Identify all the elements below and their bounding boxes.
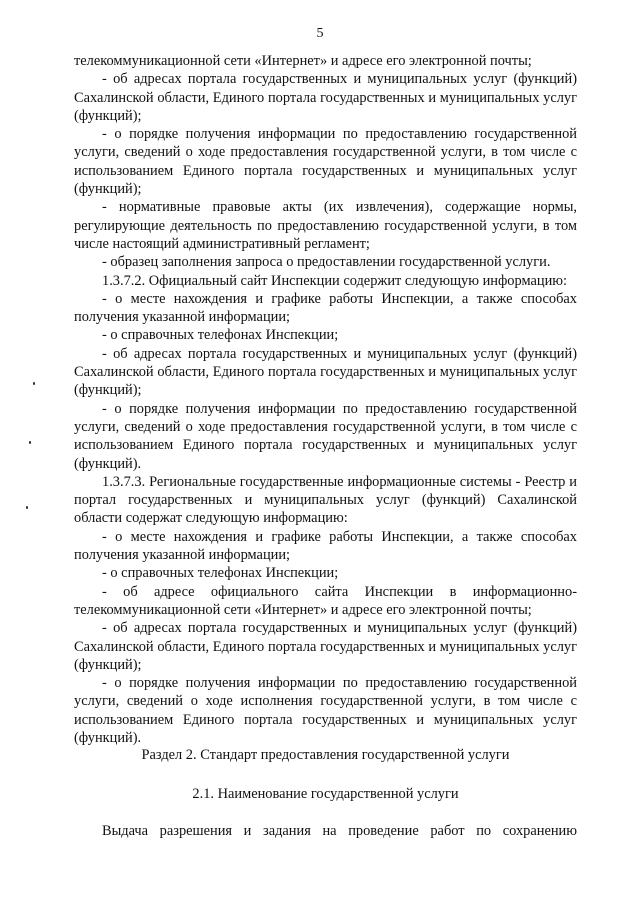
paragraph: - о месте нахождения и графике работы Инспекции, а также способах получения указанной информации;: [74, 528, 577, 564]
margin-mark: [26, 506, 28, 509]
paragraph: телекоммуникационной сети «Интернет» и адресе его электронной почты;: [74, 53, 532, 69]
section-heading: Раздел 2. Стандарт предоставления государственной услуги: [141, 747, 510, 763]
subsection-heading: 2.1. Наименование государственной услуги: [192, 786, 459, 802]
paragraph: - об адресе официального сайта Инспекции в информационно-телекоммуникационной сети «Интернет» и адресе его электронной почты;: [74, 583, 577, 618]
page-number: 5: [316, 26, 324, 41]
paragraph: - о порядке получения информации по предоставлению государственной услуги, сведений о ходе предоставления государственной услуги, в том числе с использованием Единого портала государственных и муниципальных услуг (функций).: [74, 400, 577, 472]
paragraph: - о месте нахождения и графике работы Инспекции, а также способах получения указанной информации;: [74, 290, 577, 326]
paragraph: 1.3.7.3. Региональные государственные информационные системы - Реестр и портал государственных и муниципальных услуг (функций) Сахалинской области содержат следующую информацию:: [74, 473, 577, 527]
paragraph: - о справочных телефонах Инспекции;: [102, 565, 339, 582]
paragraph: - о порядке получения информации по предоставлению государственной услуги, сведений о ходе предоставления государственной услуги, в том числе с использованием Единого портала государственных и муниципальных услуг (функций);: [74, 126, 577, 198]
paragraph: - об адресах портала государственных и муниципальных услуг (функций) Сахалинской области, Единого портала государственных и муниципальных услуг (функций);: [74, 345, 577, 399]
paragraph: - о порядке получения информации по предоставлению государственной услуги, сведений о ходе исполнения государственной услуги, в том числе с использованием Единого портала государственных и муниципальных услуг (функций).: [74, 675, 577, 746]
margin-mark: [33, 382, 35, 385]
paragraph: - о справочных телефонах Инспекции;: [102, 327, 339, 344]
body-text: [74, 52, 577, 747]
closing-paragraph: Выдача разрешения и задания на проведение работ по сохранению: [102, 823, 577, 839]
paragraph: 1.3.7.2. Официальный сайт Инспекции содержит следующую информацию:: [102, 272, 568, 289]
margin-mark: [29, 441, 31, 444]
paragraph: - образец заполнения запроса о предоставлении государственной услуги.: [102, 254, 551, 271]
paragraph: - об адресах портала государственных и муниципальных услуг (функций) Сахалинской области, Единого портала государственных и муниципальных услуг (функций);: [74, 71, 577, 124]
paragraph: - об адресах портала государственных и муниципальных услуг (функций) Сахалинской области, Единого портала государственных и муниципальных услуг (функций);: [74, 620, 577, 673]
paragraph: - нормативные правовые акты (их извлечения), содержащие нормы, регулирующие деятельность по предоставлению государственной услуги, в том числе настоящий административный регламент;: [74, 199, 577, 252]
